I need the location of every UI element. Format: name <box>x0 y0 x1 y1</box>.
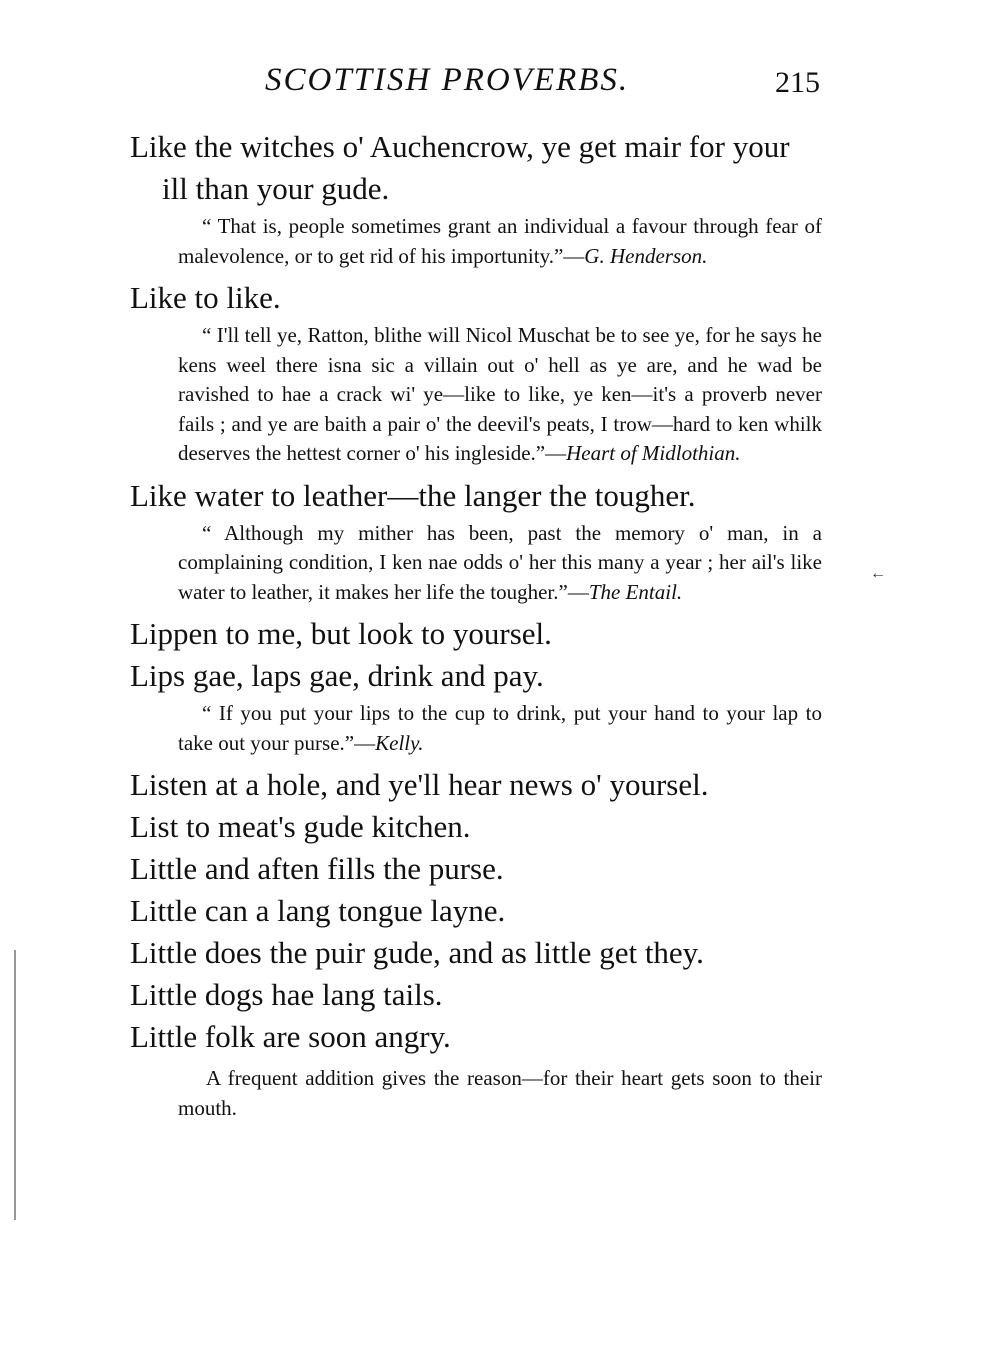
proverb-entry: Little can a lang tongue layne. <box>130 893 506 928</box>
proverb-entry: Listen at a hole, and ye'll hear news o' yoursel. <box>130 767 709 802</box>
binding-edge-line <box>14 950 16 1220</box>
proverb-entry: Little and aften fills the purse. <box>130 851 504 886</box>
running-title: SCOTTISH PROVERBS. <box>265 62 630 98</box>
proverb-entry: Little folk are soon angry. <box>130 1019 451 1054</box>
note-text: “ If you put your lips to the cup to drink, put your hand to your lap to take out your purse.”— <box>178 701 822 755</box>
note-citation: G. Henderson. <box>584 243 708 268</box>
margin-pencil-mark: ← <box>870 565 886 582</box>
proverb-entry: Lippen to me, but look to yoursel. <box>130 616 552 651</box>
proverb-entry: Like water to leather—the langer the tougher. <box>130 477 696 513</box>
page-number: 215 <box>775 66 820 99</box>
note-citation: Heart of Midlothian. <box>566 441 741 465</box>
proverb-note <box>178 212 822 271</box>
proverb-entry: Little dogs hae lang tails. <box>130 977 443 1012</box>
closing-note: A frequent addition gives the reason—for their heart gets soon to their mouth. <box>178 1066 822 1120</box>
note-text: “ Although my mither has been, past the memory o' man, in a complaining condition, I ken nae odds o' her this many a year ; her ail's like water to leather, it makes her life the tougher.”— <box>178 520 822 604</box>
proverb-note <box>178 699 822 758</box>
proverb-entry: List to meat's gude kitchen. <box>130 809 471 844</box>
proverb-note <box>178 519 822 608</box>
proverb-list <box>130 126 822 1129</box>
proverb-entry: Lips gae, laps gae, drink and pay. <box>130 658 544 693</box>
page-header <box>130 62 820 106</box>
proverb-entry: Like to like. <box>130 280 281 315</box>
proverb-entry: Like the witches o' Auchencrow, ye get mair for your ill than your gude. <box>130 129 790 206</box>
proverb-note <box>178 321 822 469</box>
note-text: “ I'll tell ye, Ratton, blithe will Nicol Muschat be to see ye, for he says he kens weel there isna sic a villain out o' hell as ye are, and he wad be ravished to hae a crack wi' ye—like to like, ye ken—it's a proverb never fails ; and ye are baith a pair o' the deevil's peats, I trow—hard to ken whilk deserves the hettest corner o' his ingleside.”— <box>178 323 822 465</box>
note-citation: The Entail. <box>588 579 683 604</box>
note-text: “ That is, people sometimes grant an individual a favour through fear of malevolence, or to get rid of his importunity.”— <box>178 214 822 268</box>
proverb-entry: Little does the puir gude, and as little get they. <box>130 935 704 970</box>
note-citation: Kelly. <box>375 730 424 755</box>
